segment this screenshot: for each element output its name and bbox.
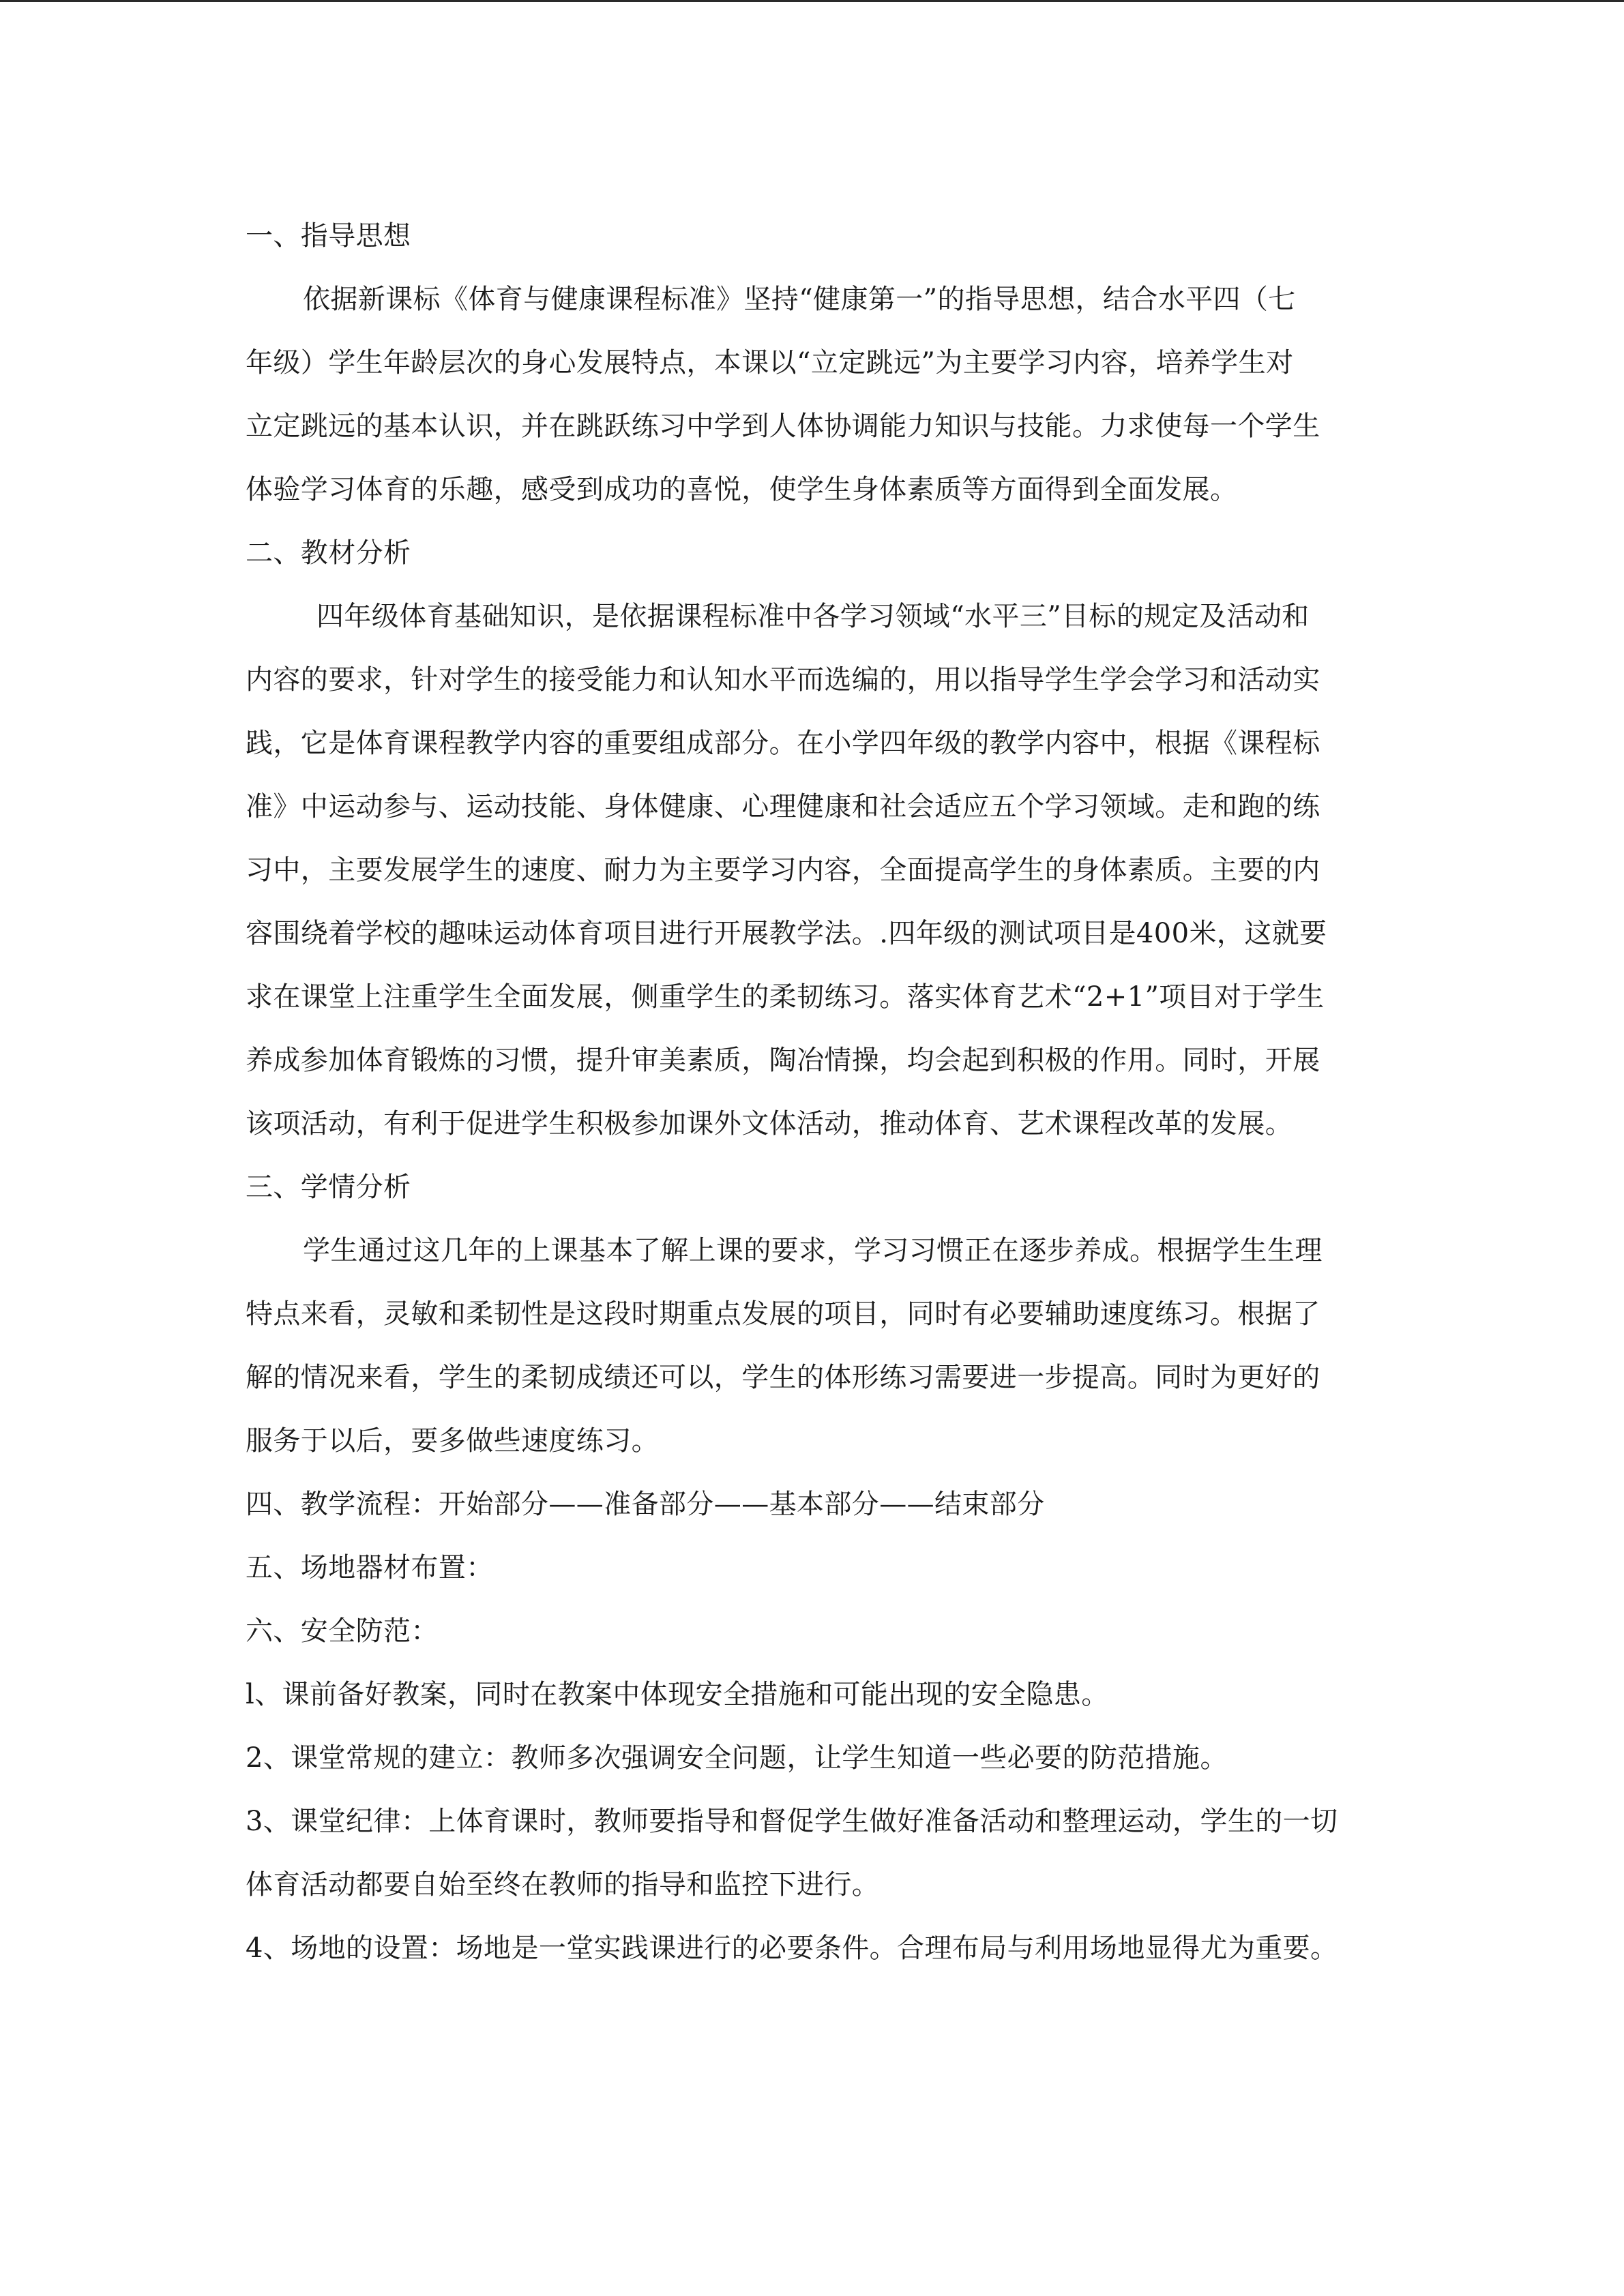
paragraph-line: 养成参加体育锻炼的习惯，提升审美素质，陶冶情操，均会起到积极的作用。同时，开展 <box>246 1045 1320 1076</box>
section-heading-guiding-ideology: 一、指导思想 <box>246 220 411 252</box>
paragraph-line: 学生通过这几年的上课基本了解上课的要求，学习习惯正在逐步养成。根据学生生理 <box>303 1235 1323 1266</box>
paragraph-line: 年级）学生年龄层次的身心发展特点，本课以“立定跳远”为主要学习内容，培养学生对 <box>246 347 1294 378</box>
paragraph-line: 立定跳远的基本认识，并在跳跃练习中学到人体协调能力知识与技能。力求使每一个学生 <box>246 411 1320 442</box>
paragraph-line: 依据新课标《体育与健康课程标准》坚持“健康第一”的指导思想，结合水平四（七 <box>303 284 1296 315</box>
paragraph-line: 服务于以后，要多做些速度练习。 <box>246 1425 659 1457</box>
section-heading-textbook-analysis: 二、教材分析 <box>246 537 411 569</box>
paragraph-line: 该项活动，有利于促进学生积极参加课外文体活动，推动体育、艺术课程改革的发展。 <box>246 1108 1293 1139</box>
paragraph-line: 四年级体育基础知识，是依据课程标准中各学习领域“水平三”目标的规定及活动和 <box>316 601 1310 632</box>
paragraph-line: 容围绕着学校的趣味运动体育项目进行开展教学法。.四年级的测试项目是400米，这就要 <box>246 918 1327 949</box>
paragraph-line: 内容的要求，针对学生的接受能力和认知水平而选编的，用以指导学生学会学习和活动实 <box>246 664 1320 696</box>
paragraph-line: 践，它是体育课程教学内容的重要组成部分。在小学四年级的教学内容中，根据《课程标 <box>246 728 1320 759</box>
paragraph-line: 准》中运动参与、运动技能、身体健康、心理健康和社会适应五个学习领域。走和跑的练 <box>246 791 1320 822</box>
paragraph-line: 体验学习体育的乐趣，感受到成功的喜悦，使学生身体素质等方面得到全面发展。 <box>246 474 1238 505</box>
safety-item-3-continued: 体育活动都要自始至终在教师的指导和监控下进行。 <box>246 1869 880 1900</box>
paragraph-line: 求在课堂上注重学生全面发展，侧重学生的柔韧练习。落实体育艺术“2+1”项目对于学生 <box>246 981 1325 1013</box>
safety-item-2: 2、课堂常规的建立：教师多次强调安全问题，让学生知道一些必要的防范措施。 <box>246 1742 1228 1774</box>
safety-item-1: l、课前备好教案，同时在教案中体现安全措施和可能出现的安全隐患。 <box>246 1679 1109 1710</box>
page-top-border <box>0 0 1624 2</box>
paragraph-line: 习中，主要发展学生的速度、耐力为主要学习内容，全面提高学生的身体素质。主要的内 <box>246 854 1320 886</box>
paragraph-line: 解的情况来看，学生的柔韧成绩还可以，学生的体形练习需要进一步提高。同时为更好的 <box>246 1362 1320 1393</box>
paragraph-line: 特点来看，灵敏和柔韧性是这段时期重点发展的项目，同时有必要辅助速度练习。根据了 <box>246 1298 1320 1330</box>
safety-item-4: 4、场地的设置：场地是一堂实践课进行的必要条件。合理布局与利用场地显得尤为重要。 <box>246 1933 1338 1964</box>
section-heading-venue-equipment: 五、场地器材布置： <box>246 1552 494 1583</box>
section-heading-student-analysis: 三、学情分析 <box>246 1172 411 1203</box>
document-page <box>246 205 1379 1980</box>
section-heading-teaching-flow: 四、教学流程：开始部分——准备部分——基本部分——结束部分 <box>246 1489 1045 1520</box>
section-heading-safety: 六、安全防范： <box>246 1615 439 1647</box>
safety-item-3: 3、课堂纪律：上体育课时，教师要指导和督促学生做好准备活动和整理运动，学生的一切 <box>246 1806 1338 1837</box>
